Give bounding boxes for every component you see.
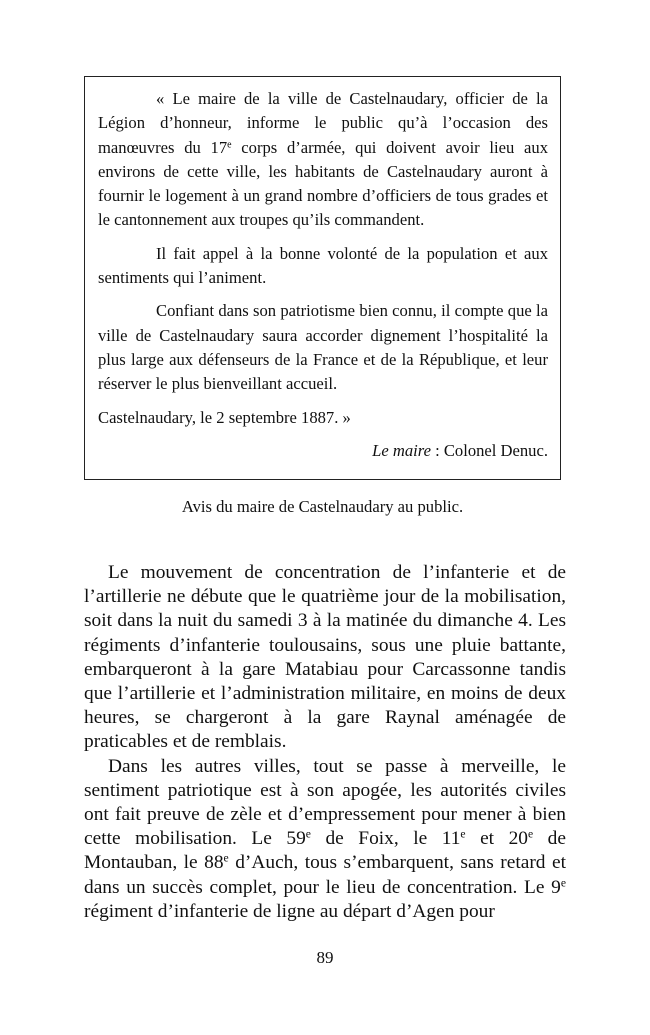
- notice-paragraph-3: Confiant dans son patriotisme bien connu, il compte que la ville de Castelnaudary saura accorder dignement l’hospitalité la plus large aux défenseurs de la France et de la République, et leur réserver le plus bienveillant accueil.: [98, 301, 548, 394]
- body-text-run: de Montauban, le 88: [84, 828, 566, 874]
- notice-text: « Le maire de la ville de Castelnaudary, officier de la Légion d’honneur, informe le public qu’à l’occasion des manœuvres du 17: [98, 89, 548, 157]
- body-text-run: et 20: [465, 828, 528, 850]
- body-text-run: Dans les autres villes, tout se passe à merveille, le sentiment patriotique est à son apogée, les autorités civiles ont fait preuve de zèle et d’empressement pour mener à bien cette mobilisation. Le 59: [84, 755, 566, 850]
- notice-paragraph-2: Il fait appel à la bonne volonté de la population et aux sentiments qui l’animent.: [98, 243, 548, 288]
- body-text-run: régiment d’infanterie de ligne au départ d’Agen pour: [84, 900, 495, 922]
- body-text-run: de Foix, le 11: [310, 828, 461, 850]
- notice-signature: [98, 439, 548, 463]
- mayor-notice-box: [84, 76, 561, 480]
- signature-name: : Colonel Denuc.: [430, 440, 548, 460]
- ordinal-superscript: e: [560, 876, 566, 890]
- ordinal-superscript: e: [305, 827, 311, 841]
- notice-text: corps d’armée, qui doivent avoir lieu aux environs de cette ville, les habitants de Castelnaudary auront à fournir le logement à un grand nombre d’officiers de tous grades et le cantonnement aux troupes qu’ils commandent.: [98, 137, 548, 230]
- notice-caption: Avis du maire de Castelnaudary au public.: [181, 497, 464, 516]
- notice-paragraph-1: [98, 87, 548, 233]
- body-paragraph-1: Le mouvement de concentration de l’infanterie et de l’artillerie ne débute que le quatrième jour de la mobilisation, soit dans la nuit du samedi 3 à la matinée du dimanche 4. Les régiments d’infanterie toulousains, sous une pluie battante, embarqueront à la gare Matabiau pour Carcassonne tandis que l’artillerie et l’administration militaire, en moins de deux heures, se chargeront à la gare Raynal aménagée de praticables et de remblais.: [84, 562, 566, 753]
- ordinal-superscript: e: [227, 139, 232, 151]
- ordinal-superscript: e: [223, 852, 229, 866]
- page-number: 89: [316, 948, 334, 967]
- body-text-run: d’Auch, tous s’embarquent, sans retard et dans un succès complet, pour le lieu de concentration. Le 9: [84, 852, 566, 898]
- notice-date-line: Castelnaudary, le 2 septembre 1887. »: [98, 407, 351, 427]
- ordinal-superscript: e: [527, 827, 534, 841]
- body-paragraph-2: [84, 755, 566, 924]
- body-text: [84, 561, 566, 924]
- signature-label: Le maire: [372, 440, 431, 460]
- ordinal-superscript: e: [460, 827, 466, 841]
